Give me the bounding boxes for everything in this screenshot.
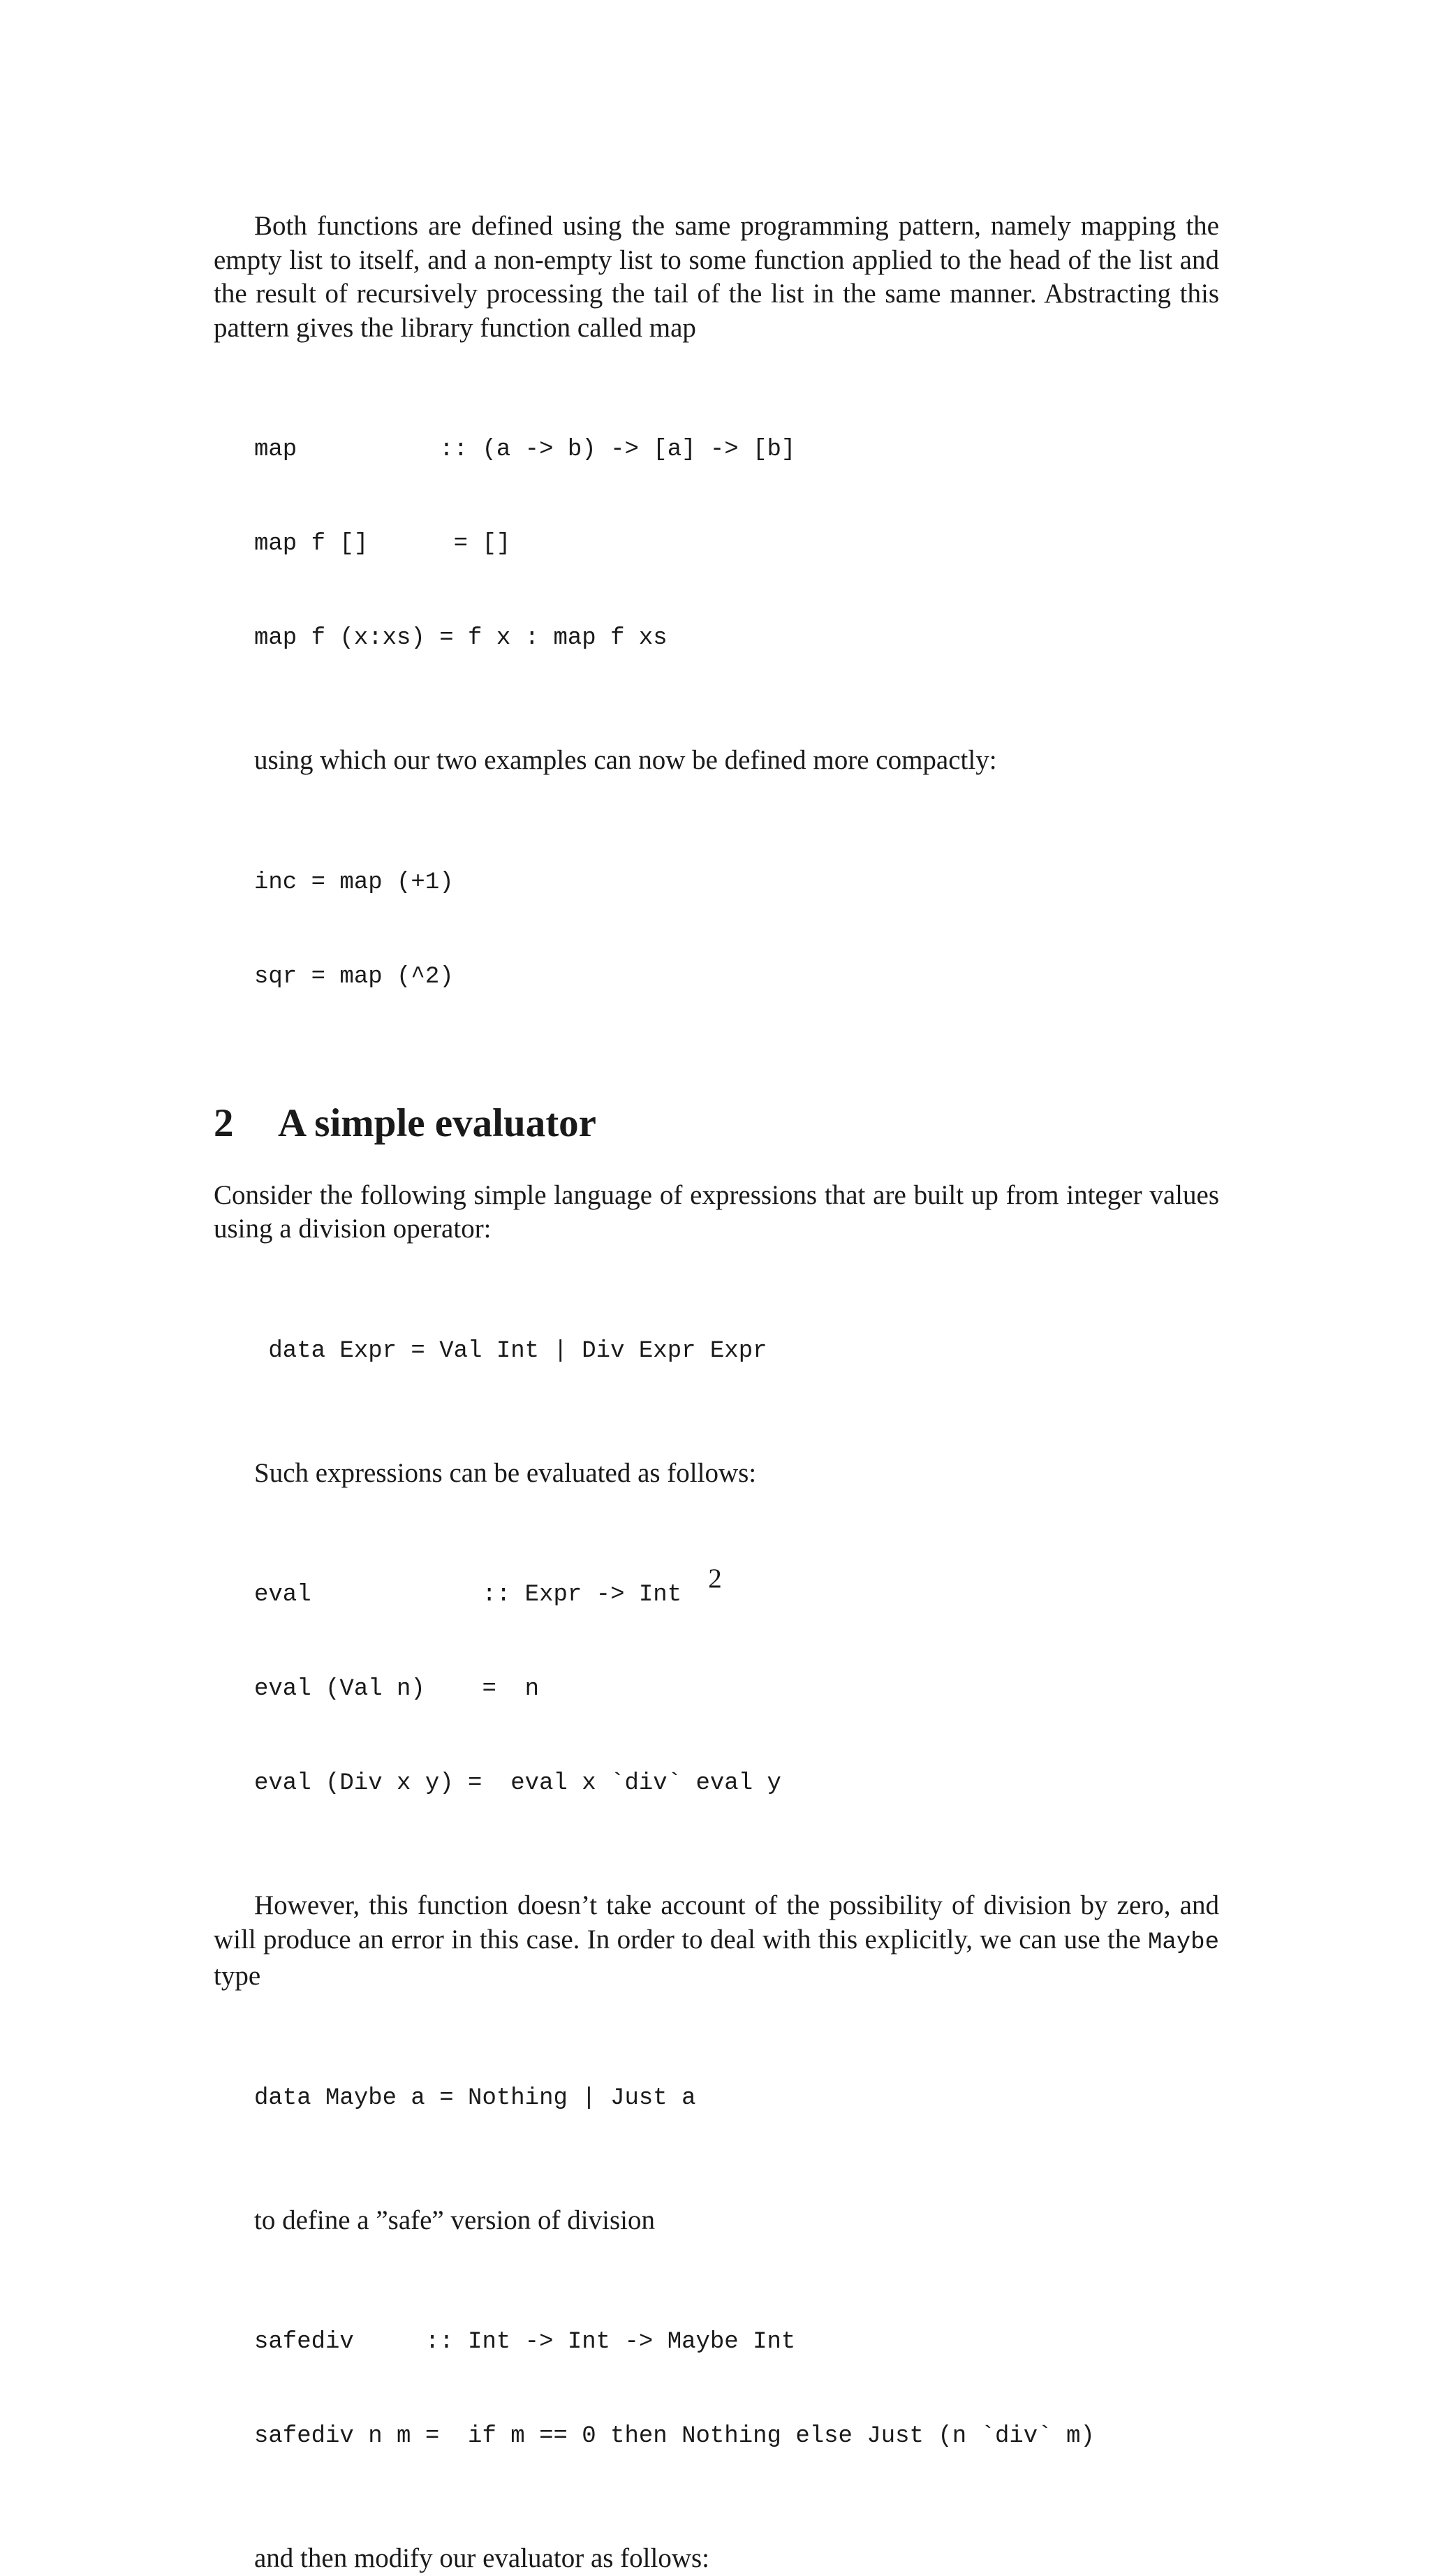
code-line: map f [] = [] <box>254 531 511 557</box>
paragraph-evaluation: Such expressions can be evaluated as follows: <box>254 1457 757 1488</box>
code-line: eval :: Expr -> Int <box>254 1582 682 1608</box>
section-heading <box>214 1099 1219 1148</box>
code-line: eval (Div x y) = eval x `div` eval y <box>254 1770 781 1797</box>
code-line: inc = map (+1) <box>254 869 454 896</box>
paragraph-division-by-zero <box>214 1889 1219 1994</box>
section-number: 2 <box>214 1101 234 1145</box>
paragraph-safe-division: to define a ”safe” version of division <box>254 2205 655 2235</box>
code-line: eval (Val n) = n <box>254 1676 540 1702</box>
code-line: sqr = map (^2) <box>254 963 454 990</box>
code-block-map <box>214 371 1219 717</box>
code-line: safediv n m = if m == 0 then Nothing else Just (n `div` m) <box>254 2423 1095 2450</box>
paragraph-modify-evaluator: and then modify our evaluator as follows: <box>254 2543 710 2573</box>
paragraph-examples: using which our two examples can now be defined more compactly: <box>254 745 997 775</box>
paragraph-text: type <box>214 1961 261 1991</box>
code-line: map :: (a -> b) -> [a] -> [b] <box>254 436 796 463</box>
code-line: map f (x:xs) = f x : map f xs <box>254 625 668 652</box>
paragraph-expressions: Consider the following simple language of expressions that are built up from integer values using a division operator: <box>214 1179 1219 1244</box>
code-line: safediv :: Int -> Int -> Maybe Int <box>254 2329 796 2355</box>
code-line: data Maybe a = Nothing | Just a <box>254 2084 696 2112</box>
section-title: A simple evaluator <box>278 1101 596 1145</box>
code-block-expr-data <box>214 1273 1219 1430</box>
page-number: 2 <box>708 1563 722 1594</box>
paragraph-map-intro: Both functions are defined using the same programming pattern, namely mapping the empty list to itself, and a non-empty list to some function applied to the head of the list and the result of recursively processing the tail of the list in the same manner. Abstracting this pattern gives the library function called map <box>214 211 1219 343</box>
code-block-safediv <box>214 2264 1219 2515</box>
paragraph-text: However, this function doesn’t take account of the possibility of division by zero, and will produce an error in this case. In order to deal with this explicitly, we can use the <box>214 1890 1219 1955</box>
code-block-inc-sqr <box>214 804 1219 1056</box>
inline-code-maybe: Maybe <box>1147 1929 1219 1956</box>
page-content <box>214 209 1219 2576</box>
code-line: data Expr = Val Int | Div Expr Expr <box>254 1337 767 1364</box>
code-block-maybe-data <box>214 2020 1219 2177</box>
